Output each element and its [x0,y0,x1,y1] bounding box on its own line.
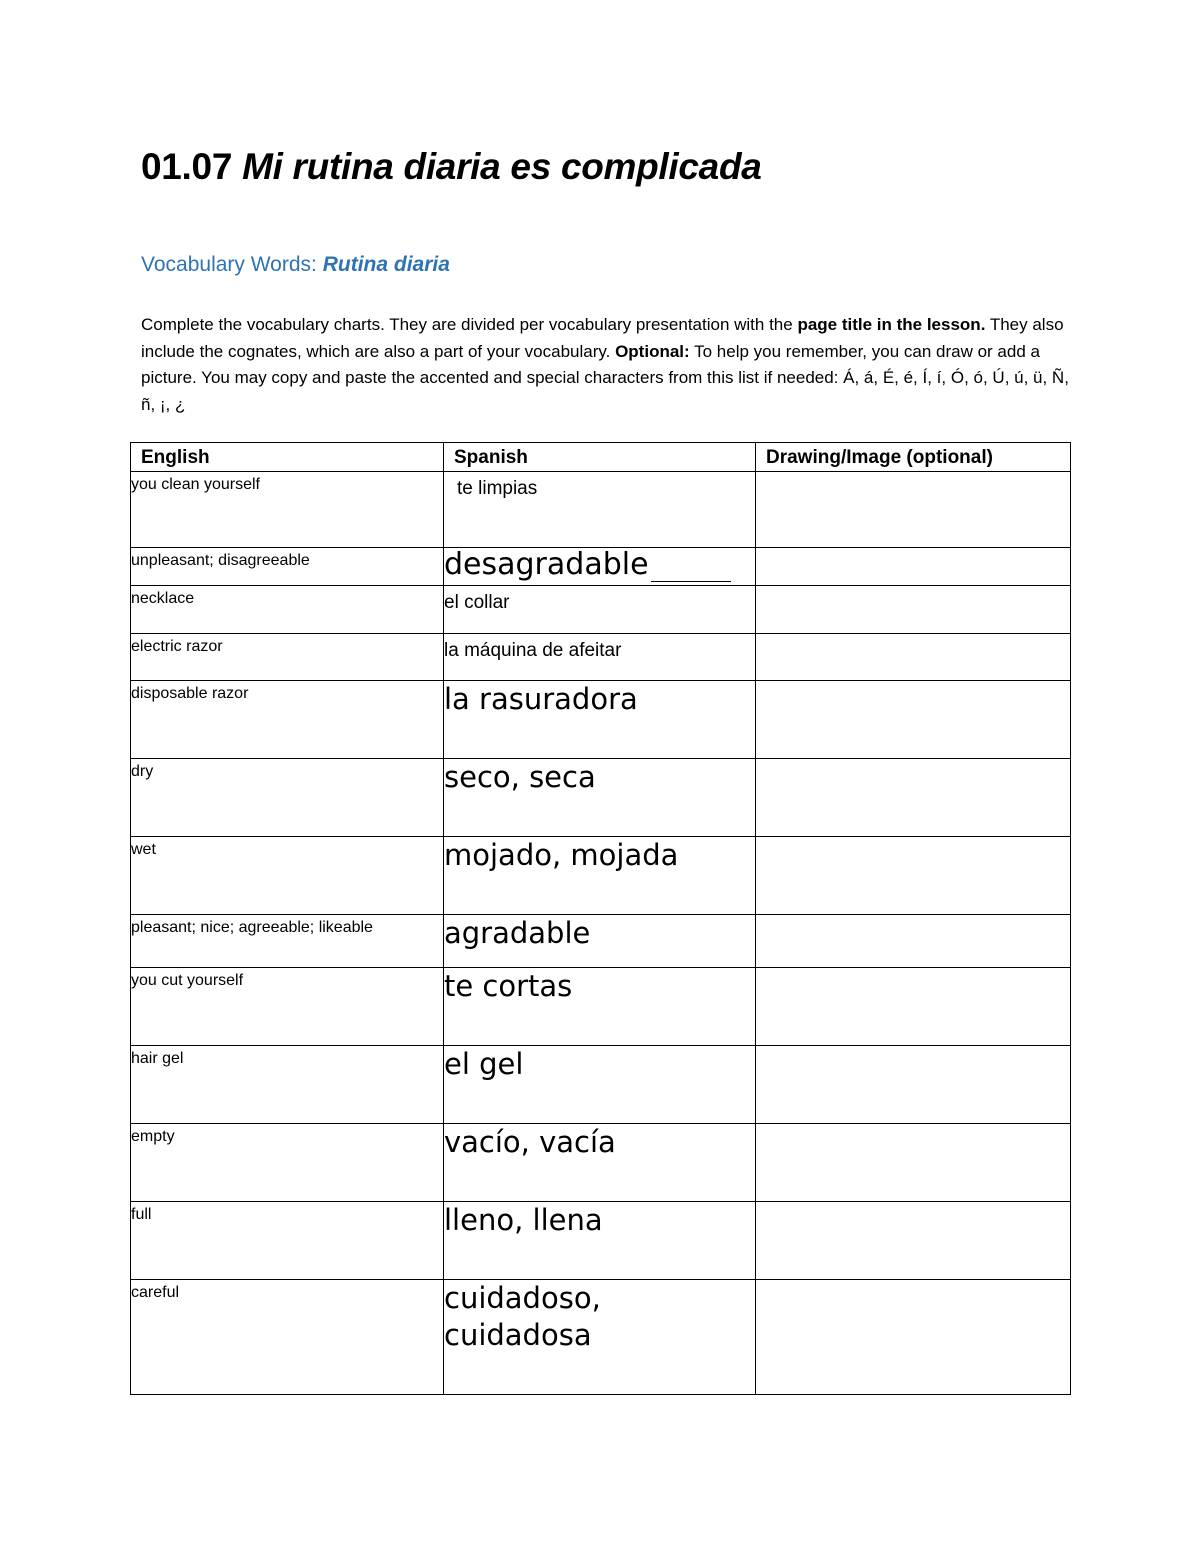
drawing-cell[interactable] [756,681,1071,759]
table-row [131,1202,1071,1280]
english-cell: full [131,1202,444,1280]
english-cell: careful [131,1280,444,1395]
section-heading [141,253,450,277]
spanish-cell[interactable]: cuidadoso, cuidadosa [444,1280,756,1395]
english-cell: wet [131,837,444,915]
table-row [131,915,1071,968]
drawing-cell[interactable] [756,915,1071,968]
drawing-cell[interactable] [756,1202,1071,1280]
spanish-cell[interactable] [444,548,756,586]
table-row [131,759,1071,837]
table-row [131,634,1071,681]
header-drawing: Drawing/Image (optional) [756,443,1071,472]
table-row [131,1046,1071,1124]
spanish-cell[interactable]: la rasuradora [444,681,756,759]
spanish-cell[interactable]: vacío, vacía [444,1124,756,1202]
instructions-text-2: They also include the cognates, which are also a part of your vocabulary. [141,315,1064,361]
table-header-row [131,443,1071,472]
table-row [131,968,1071,1046]
instructions-bold-optional: Optional: [615,341,690,361]
spanish-cell[interactable]: el gel [444,1046,756,1124]
drawing-cell[interactable] [756,472,1071,548]
table-row [131,472,1071,548]
drawing-cell[interactable] [756,1280,1071,1395]
english-cell: dry [131,759,444,837]
spanish-cell[interactable]: te cortas [444,968,756,1046]
page-title [141,146,762,188]
table-row [131,548,1071,586]
fill-in-underline [651,551,731,582]
header-spanish: Spanish [444,443,756,472]
english-cell: you clean yourself [131,472,444,548]
english-cell: hair gel [131,1046,444,1124]
drawing-cell[interactable] [756,634,1071,681]
table-row [131,586,1071,634]
english-cell: pleasant; nice; agreeable; likeable [131,915,444,968]
spanish-cell[interactable]: te limpias [444,472,756,548]
section-label: Vocabulary Words: [141,253,317,276]
english-cell: disposable razor [131,681,444,759]
drawing-cell[interactable] [756,968,1071,1046]
lesson-title: Mi rutina diaria es complicada [242,146,762,187]
instructions-paragraph [141,312,1071,418]
drawing-cell[interactable] [756,837,1071,915]
section-subtitle: Rutina diaria [322,253,450,276]
english-cell: unpleasant; disagreeable [131,548,444,586]
header-english: English [131,443,444,472]
english-cell: you cut yourself [131,968,444,1046]
table-row [131,837,1071,915]
spanish-cell[interactable]: la máquina de afeitar [444,634,756,681]
english-cell: necklace [131,586,444,634]
drawing-cell[interactable] [756,1124,1071,1202]
english-cell: empty [131,1124,444,1202]
spanish-cell[interactable]: mojado, mojada [444,837,756,915]
spanish-cell[interactable]: seco, seca [444,759,756,837]
drawing-cell[interactable] [756,1046,1071,1124]
drawing-cell[interactable] [756,586,1071,634]
lesson-number: 01.07 [141,146,233,187]
table-row [131,1280,1071,1395]
spanish-cell[interactable]: el collar [444,586,756,634]
spanish-cell[interactable]: agradable [444,915,756,968]
table-row [131,681,1071,759]
instructions-text-3: To help you remember, you can draw or add a picture. You may copy and paste the accented and special characters from this list if needed: Á, á, É, é, Í, í, Ó, ó, Ú, ú, ü, Ñ, ñ, ¡, ¿ [141,341,1069,414]
instructions-text-1: Complete the vocabulary charts. They are divided per vocabulary presentation with the [141,315,798,334]
english-cell: electric razor [131,634,444,681]
spanish-cell[interactable]: lleno, llena [444,1202,756,1280]
drawing-cell[interactable] [756,548,1071,586]
table-row [131,1124,1071,1202]
instructions-bold-1: page title in the lesson. [797,315,986,334]
spanish-text: desagradable [444,547,649,582]
vocabulary-table [130,442,1071,1395]
drawing-cell[interactable] [756,759,1071,837]
